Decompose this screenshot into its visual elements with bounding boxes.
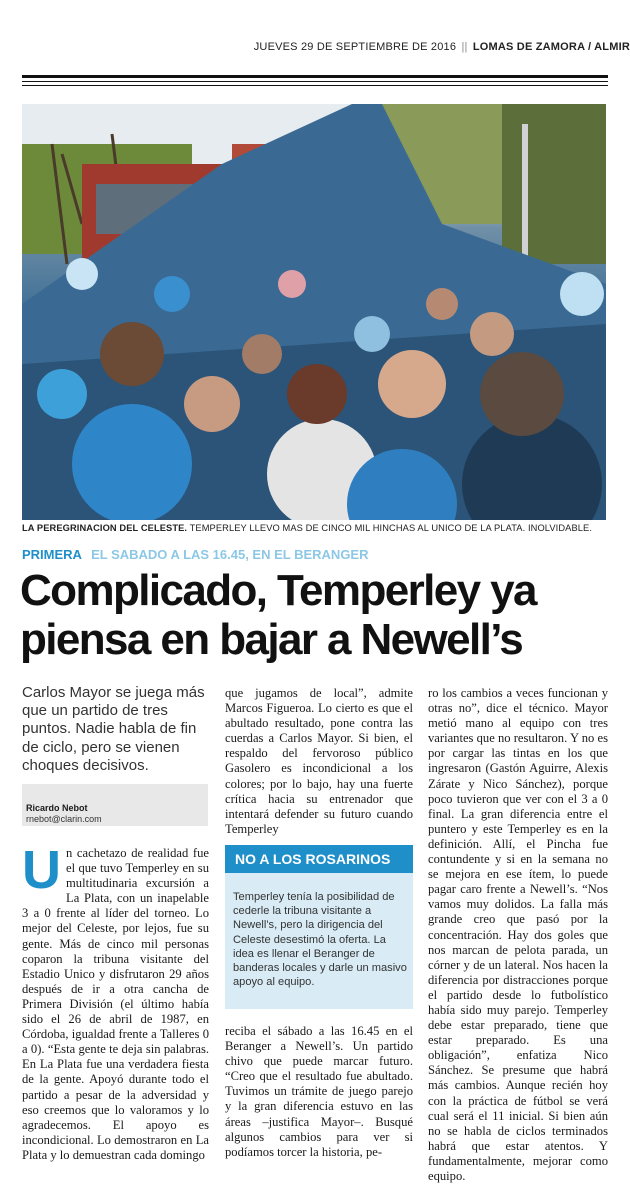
kicker [22, 547, 369, 562]
dropcap: U [22, 840, 61, 900]
sidebar-title: NO A LOS ROSARINOS [225, 845, 413, 873]
body-column-2-top-text: que jugamos de local”, admite Marcos Figueroa. Lo cierto es que el abultado resultado, pone contra las cuerdas a Carlos Mayor. Si bien, el respaldo del fervoroso público Gasolero es incondicional a los colores; por lo bajo, hay una fuerte crítica hacia su entrenador que intentará defender su futuro cuando Temperley [225, 686, 413, 836]
header-date: JUEVES 29 DE SEPTIEMBRE DE 2016 [253, 41, 457, 53]
page-header [0, 41, 630, 63]
headline [20, 566, 620, 664]
body-column-3 [428, 686, 608, 1184]
headline-line-1: Complicado, Temperley ya [20, 566, 536, 615]
photo-caption [22, 523, 608, 533]
caption-text: TEMPERLEY LLEVO MAS DE CINCO MIL HINCHAS AL UNICO DE LA PLATA. INOLVIDABLE. [189, 523, 593, 533]
header-locality: LOMAS DE ZAMORA / ALMIR [472, 41, 630, 53]
body-column-2-top [225, 686, 413, 837]
kicker-subtitle: EL SABADO A LAS 16.45, EN EL BERANGER [91, 547, 369, 562]
sidebar-text: Temperley tenía la posibilidad de cederle la tribuna visitante a Newell’s, pero la dirigencia del Celeste desestimó la oferta. La idea es llenar el Beranger de banderas locales y darle un masivo apoyo al equipo. [233, 891, 407, 989]
author-name: Ricardo Nebot [26, 803, 88, 813]
caption-lead: LA PEREGRINACION DEL CELESTE. [22, 523, 188, 533]
crowd-photo-illustration [22, 104, 606, 520]
section-label: PRIMERA [22, 547, 82, 562]
body-column-3-text: ro los cambios a veces funcionan y otras no”, dice el técnico. Mayor metió mano al equipo con tres variantes que no resultaron. Y no es por cargar las tintas en los que ingresaron (Gastón Aguirre, Alexis Zárate y Nico Sánchez), porque poco tuvieron que ver con el 3 a 0 final. La gran diferencia entre el puntero y este Temperley es en la definición. Allí, el Pincha fue contundente y si en la semana no se mejora en ese ítem, lo puede pagar caro frente a Newell’s. “Nos vamos muy dolidos. La falla más grande creo que pasó por la concentración. Hay dos goles que nos marcan de pelota parada, un córner y de un lateral. Nos hacen la diferencia por distracciones porque el partido desde lo futbolístico había sido muy parejo. Temperley debe estar preparado, tiene que estar preparado. Es una obligación”, enfatiza Nico Sánchez. Se presume que habrá más cambios. Aunque recién hoy con la práctica de fútbol se verá cual será el 11 inicial. Si bien aún no se habla de ciclos terminados habrá que estar atentos. Y fundamentalmente, mejorar como equipo. [428, 686, 608, 1183]
body-column-2-bottom [225, 1024, 413, 1160]
crowd-photo [22, 104, 606, 520]
intro-summary: Carlos Mayor se juega más que un partido de tres puntos. Nadie habla de fin de ciclo, pero se vienen choques decisivos. [22, 684, 205, 774]
author-email: rnebot@clarin.com [26, 814, 102, 824]
byline-box [22, 784, 208, 826]
body-column-1-text: n cachetazo de realidad fue el que tuvo Temperley en su multitudinaria excursión a La Plata, con un inapelable 3 a 0 frente al líder del torneo. Lo mejor del Celeste, por lejos, fue su gente. Más de cinco mil personas coparon la tribuna visitante del Estadio Unico y disfrutaron 29 años después de ir a otra cancha de Primera División (el último había sido el 26 de abril de 1987, en Córdoba, igualdad frente a Talleres 0 a 0). “Esta gente te deja sin palabras. En La Plata fue una verdadera fiesta de la gente. Apoyó durante todo el partido a pesar de la adversidad y eso creemos que lo valoramos y lo agradecemos. El apoyo es incondicional. Lo demostraron en La Plata y lo demuestran cada domingo [22, 846, 209, 1162]
body-column-2-bottom-text: reciba el sábado a las 16.45 en el Beranger a Newell’s. Un partido chivo que puede marcar futuro. “Creo que el resultado fue abultado. Tuvimos un trámite de juego parejo y la gran diferencia estuvo en las áreas –justifica Mayor–. Busqué algunos cambios para ver si podíamos torcer la historia, pe- [225, 1024, 413, 1159]
header-separator: || [461, 41, 468, 53]
header-rule-thin [22, 81, 608, 82]
header-rule-thick [22, 75, 608, 78]
header-rule-thin-2 [22, 85, 608, 86]
body-column-1 [22, 840, 209, 1163]
headline-line-2: piensa en bajar a Newell’s [20, 615, 523, 664]
